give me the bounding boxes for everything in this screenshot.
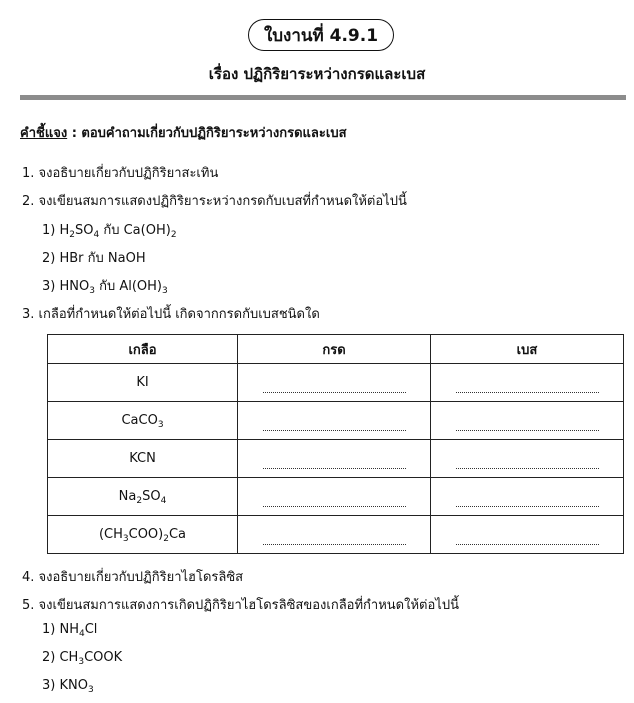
table-row [48,364,624,402]
base-answer-blank[interactable] [431,516,624,554]
acid-answer-blank[interactable] [238,402,431,440]
base-answer-blank[interactable] [431,478,624,516]
salt-cell: KI [48,364,238,402]
acid-answer-blank[interactable] [238,440,431,478]
base-answer-blank[interactable] [431,402,624,440]
base-answer-blank[interactable] [431,364,624,402]
table-row [48,516,624,554]
salt-cell: KCN [48,440,238,478]
instruction-label: คำชี้แจง [20,126,68,141]
table-row [48,478,624,516]
table-header-row [48,335,624,364]
question-4: 4. จงอธิบายเกี่ยวกับปฏิกิริยาไฮโดรลิซิส [22,570,244,585]
table-row [48,440,624,478]
salt-table [47,334,624,554]
base-answer-blank[interactable] [431,440,624,478]
question-2-item-3: 3) $HNO_3$ กับ $Al(OH)_3$ [42,279,168,296]
table-row [48,402,624,440]
instruction [20,122,347,143]
salt-cell: $Na_2SO_4$ [48,478,238,516]
question-2: 2. จงเขียนสมการแสดงปฏิกิริยาระหว่างกรดกับเบสที่กำหนดให้ต่อไปนี้ [22,194,407,209]
question-5-item-2: 2) $CH_3COOK$ [42,650,123,667]
question-5-item-1: 1) $NH_4Cl$ [42,622,98,639]
question-3: 3. เกลือที่กำหนดให้ต่อไปนี้ เกิดจากกรดกับเบสชนิดใด [22,307,320,322]
header-base: เบส [431,335,624,364]
question-2-item-2: 2) HBr กับ NaOH [42,251,146,266]
acid-answer-blank[interactable] [238,364,431,402]
header-acid: กรด [238,335,431,364]
header-divider [20,95,626,100]
question-5: 5. จงเขียนสมการแสดงการเกิดปฏิกิริยาไฮโดรลิซิสของเกลือที่กำหนดให้ต่อไปนี้ [22,598,459,613]
header-salt: เกลือ [48,335,238,364]
salt-cell: CaCO$_3$ [48,402,238,440]
acid-answer-blank[interactable] [238,516,431,554]
worksheet-number-badge [248,19,394,51]
question-1: 1. จงอธิบายเกี่ยวกับปฏิกิริยาสะเทิน [22,166,219,181]
question-2-item-1: 1) $H_2SO_4$ กับ $Ca(OH)_2$ [42,223,177,240]
question-5-item-3: 3) $KNO_3$ [42,678,94,695]
worksheet-number: ใบงานที่ 4.9.1 [263,25,379,46]
instruction-text: : ตอบคำถามเกี่ยวกับปฏิกิริยาระหว่างกรดและเบส [67,126,347,141]
salt-cell: $(CH_3COO)_2Ca$ [48,516,238,554]
acid-answer-blank[interactable] [238,478,431,516]
worksheet-topic: เรื่อง ปฏิกิริยาระหว่างกรดและเบส [208,65,426,83]
